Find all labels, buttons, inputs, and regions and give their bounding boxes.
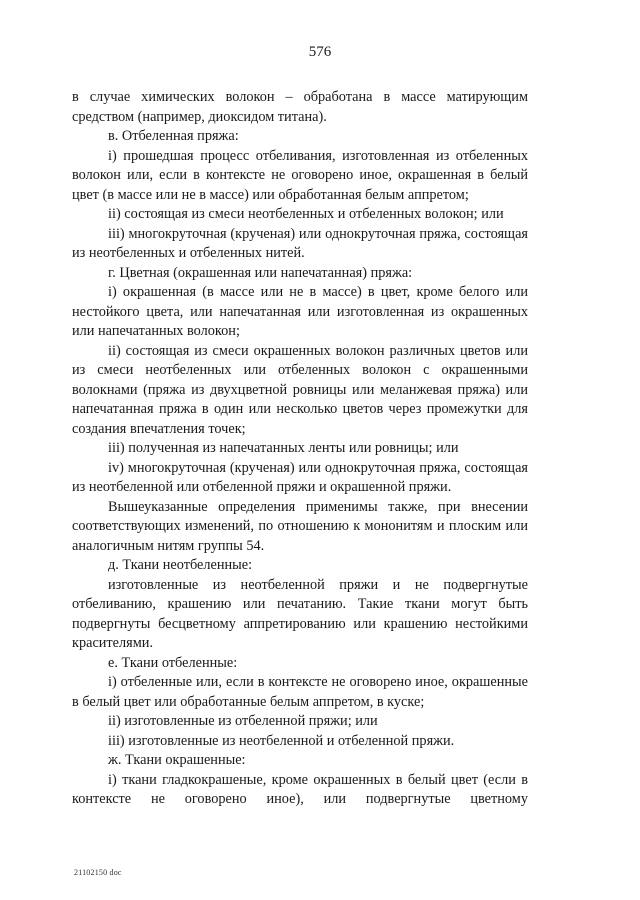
paragraph: е. Ткани отбеленные: [108, 654, 238, 671]
paragraph: i) ткани гладкокрашеные, кроме окрашенных в белый цвет (если в контексте не оговорено иное), или подвергнутые цветному [72, 771, 528, 807]
paragraph: д. Ткани неотбеленные: [108, 557, 253, 573]
footer-file-code: 21102150 doc [74, 868, 122, 877]
paragraph: i) прошедшая процесс отбеливания, изготовленная из отбеленных волокон или, если в контексте не оговорено иное, окрашенная в белый цвет (в массе или не в массе) или обработанная белым аппретом; [72, 147, 528, 203]
paragraph: г. Цветная (окрашенная или напечатанная) пряжа: [108, 264, 413, 281]
paragraph: iii) изготовленные из неотбеленной и отбеленной пряжи. [108, 732, 455, 749]
paragraph: iv) многокруточная (крученая) или однокруточная пряжа, состоящая из неотбеленной или отбеленной пряжи и окрашенной пряжи. [72, 459, 528, 495]
paragraph: ii) состоящая из смеси окрашенных волокон различных цветов или из смеси неотбеленных или отбеленных волокон с окрашенными волокнами (пряжа из двухцветной ровницы или меланжевая пряжа) или напечатанная пряжа в один или несколько цветов через промежутки для создания впечатления точек; [72, 342, 528, 437]
paragraph: iii) многокруточная (крученая) или однокруточная пряжа, состоящая из неотбеленных и отбеленных нитей. [72, 225, 528, 261]
paragraph: ii) состоящая из смеси неотбеленных и отбеленных волокон; или [108, 206, 504, 222]
paragraph: Вышеуказанные определения применимы также, при внесении соответствующих изменений, по отношению к мононитям и плоским или аналогичным нитям группы 54. [72, 498, 528, 554]
paragraph: в случае химических волокон – обработана в массе матирующим средством (например, диоксидом титана). [72, 89, 528, 125]
page-number: 576 [308, 44, 332, 60]
paragraph: ж. Ткани окрашенные: [108, 752, 246, 768]
paragraph: в. Отбеленная пряжа: [108, 128, 239, 144]
body-text [72, 88, 528, 810]
paragraph: ii) изготовленные из отбеленной пряжи; или [108, 713, 378, 729]
paragraph: i) отбеленные или, если в контексте не оговорено иное, окрашенные в белый цвет или обработанные белым аппретом, в куске; [72, 674, 528, 710]
paragraph: изготовленные из неотбеленной пряжи и не подвергнутые отбеливанию, крашению или печатанию. Такие ткани могут быть подвергнуты бесцветному аппретированию или крашению нестойкими красителями. [72, 576, 528, 651]
paragraph: iii) полученная из напечатанных ленты или ровницы; или [108, 440, 459, 456]
paragraph: i) окрашенная (в массе или не в массе) в цвет, кроме белого или нестойкого цвета, или напечатанная или изготовленная из окрашенных или напечатанных волокон; [72, 284, 528, 339]
